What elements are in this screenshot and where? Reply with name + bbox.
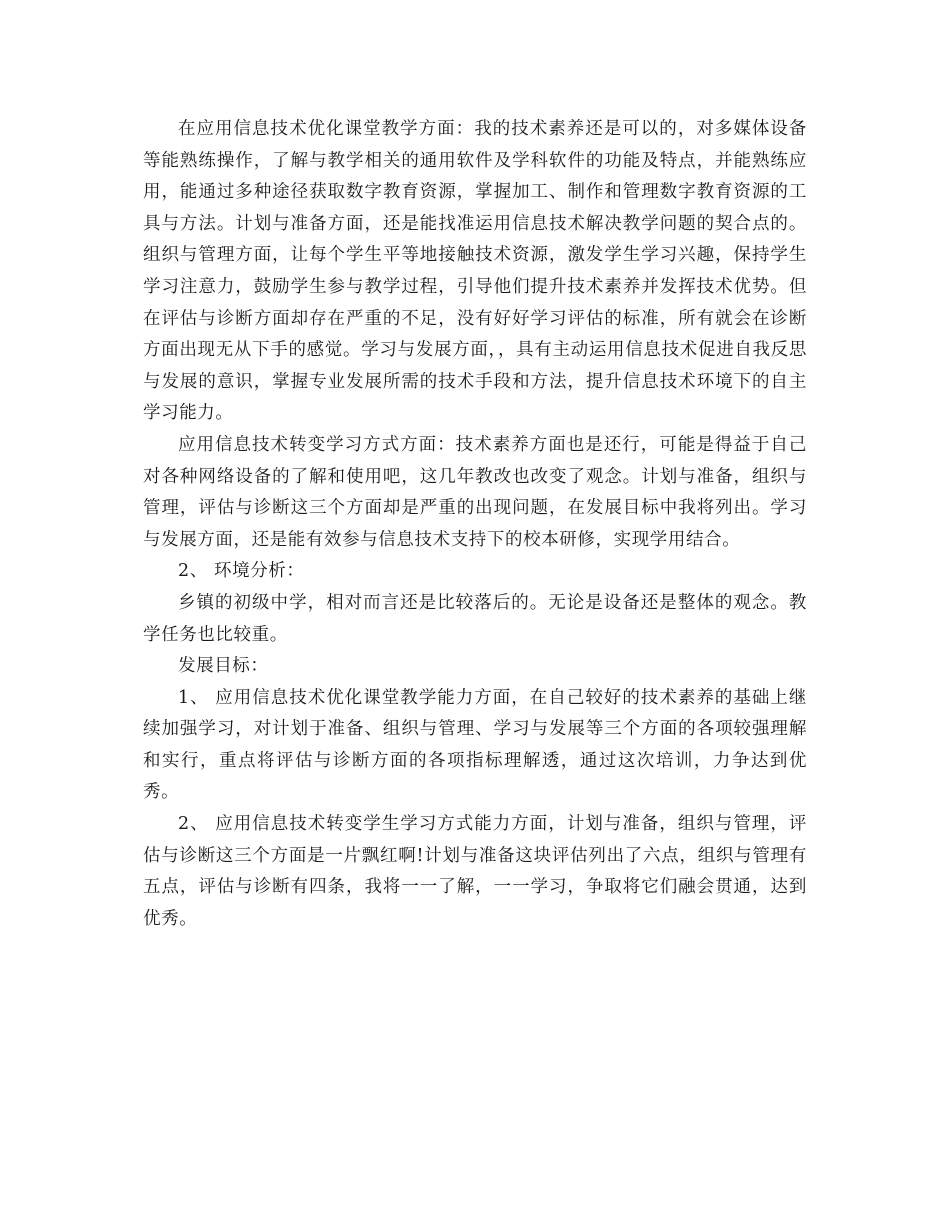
paragraph-tech-optimize-teaching: 在应用信息技术优化课堂教学方面：我的技术素养还是可以的，对多媒体设备等能熟练操作，了解与教学相关的通用软件及学科软件的功能及特点，并能熟练应用，能通过多种途径获取数字教育资源，掌握加工、制作和管理数字教育资源的工具与方法。计划与准备方面，还是能找准运用信息技术解决教学问题的契合点的。组织与管理方面，让每个学生平等地接触技术资源，激发学生学习兴趣，保持学生学习注意力，鼓励学生参与教学过程，引导他们提升技术素养并发挥技术优势。但在评估与诊断方面却存在严重的不足，没有好好学习评估的标准，所有就会在诊断方面出现无从下手的感觉。学习与发展方面，，具有主动运用信息技术促进自我反思与发展的意识，掌握专业发展所需的技术手段和方法，提升信息技术环境下的自主学习能力。 (143, 119, 807, 424)
document-page (143, 114, 807, 935)
paragraph-goal-2: 2、 应用信息技术转变学生学习方式能力方面，计划与准备，组织与管理，评估与诊断这三个方面是一片飘红啊!计划与准备这块评估列出了六点，组织与管理有五点，评估与诊断有四条，我将一一了解，一一学习，争取将它们融会贯通，达到优秀。 (143, 814, 807, 929)
heading-development-goals: 发展目标： (178, 656, 269, 677)
paragraph-goal-1: 1、 应用信息技术优化课堂教学能力方面，在自己较好的技术素养的基础上继续加强学习，对计划于准备、组织与管理、学习与发展等三个方面的各项较强理解和实行，重点将评估与诊断方面的各项指标理解透，通过这次培训，力争达到优秀。 (143, 687, 807, 803)
paragraph-tech-transform-learning: 应用信息技术转变学习方式方面：技术素养方面也是还行，可能是得益于自己对各种网络设备的了解和使用吧，这几年教改也改变了观念。计划与准备，组织与管理，评估与诊断这三个方面却是严重的出现问题，在发展目标中我将列出。学习与发展方面，还是能有效参与信息技术支持下的校本研修，实现学用结合。 (143, 434, 807, 550)
paragraph-environment: 乡镇的初级中学，相对而言还是比较落后的。无论是设备还是整体的观念。教学任务也比较重。 (143, 592, 807, 645)
heading-environment-analysis: 2、 环境分析： (178, 561, 305, 582)
